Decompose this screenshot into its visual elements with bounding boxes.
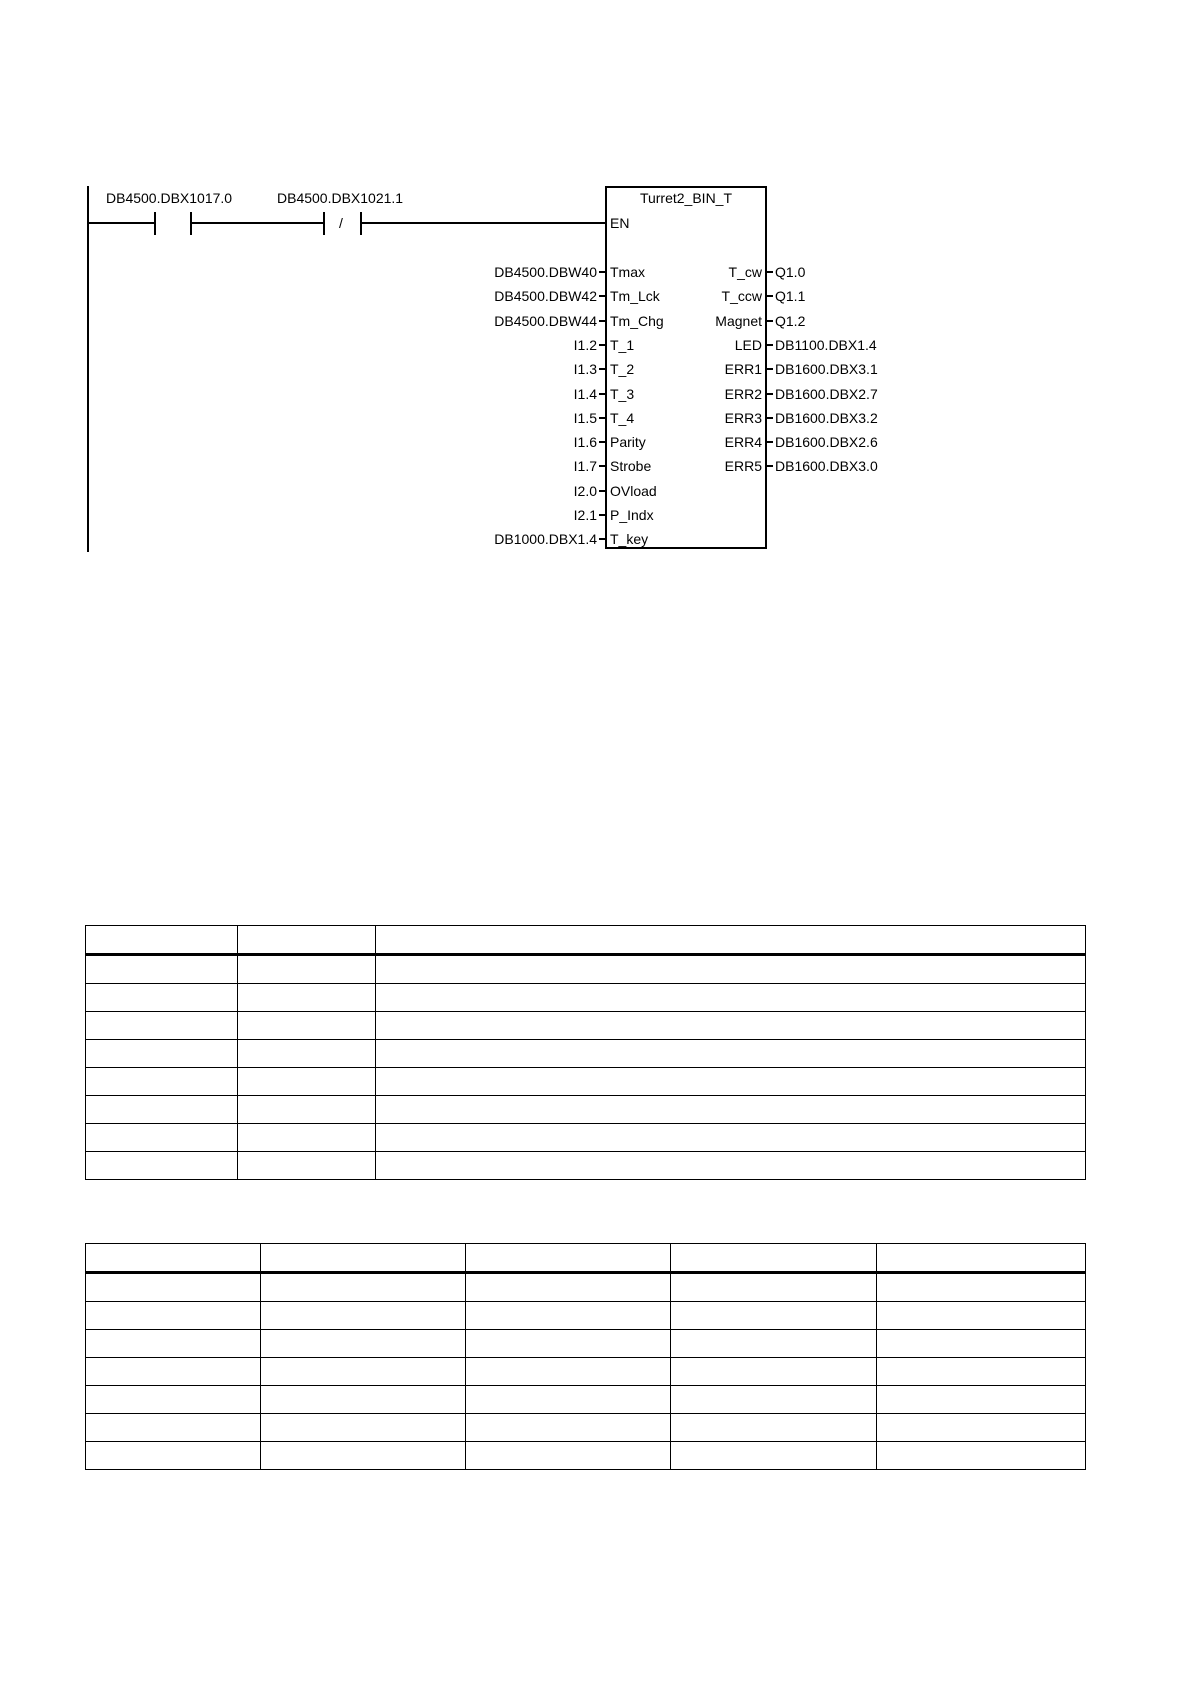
output-operand[interactable]: DB1600.DBX3.1: [775, 361, 878, 377]
table-cell: [376, 1068, 1086, 1096]
input-operand[interactable]: I2.0: [573, 483, 597, 499]
input-operand[interactable]: DB1000.DBX1.4: [494, 531, 597, 547]
table-cell: [376, 1040, 1086, 1068]
output-pin-label: ERR2: [724, 386, 762, 402]
table-header-row: [86, 1244, 1086, 1273]
table-cell: [466, 1414, 671, 1442]
table-cell: [86, 1386, 261, 1414]
output-pin-label: ERR3: [724, 410, 762, 426]
table-row: [86, 1124, 1086, 1152]
table-cell: [261, 1414, 466, 1442]
input-pin-label: T_1: [610, 337, 635, 353]
table-cell: [376, 926, 1086, 955]
table-cell: [86, 955, 238, 984]
ladder-diagram: [0, 0, 1191, 600]
table-2: [85, 1243, 1086, 1470]
output-pin-label: T_cw: [728, 264, 762, 280]
output-operand[interactable]: DB1600.DBX2.7: [775, 386, 878, 402]
table-row: [86, 1386, 1086, 1414]
table-cell: [238, 955, 376, 984]
table-cell: [86, 1273, 261, 1302]
table-cell: [376, 1124, 1086, 1152]
table-cell: [86, 1414, 261, 1442]
table-cell: [238, 984, 376, 1012]
table-cell: [877, 1442, 1086, 1470]
input-pin-label: T_3: [610, 386, 635, 402]
table-cell: [466, 1442, 671, 1470]
table-cell: [671, 1386, 877, 1414]
table-header-row: [86, 926, 1086, 955]
table-row: [86, 1152, 1086, 1180]
contact2-negation-symbol: /: [339, 215, 343, 231]
table-cell: [261, 1302, 466, 1330]
table-row: [86, 1012, 1086, 1040]
contact1-address: DB4500.DBX1017.0: [106, 190, 233, 206]
output-operand[interactable]: DB1600.DBX2.6: [775, 434, 878, 450]
table-cell: [86, 984, 238, 1012]
table-row: [86, 984, 1086, 1012]
table-cell: [671, 1358, 877, 1386]
input-pin-label: T_4: [610, 410, 635, 426]
table-cell: [877, 1386, 1086, 1414]
table-cell: [261, 1330, 466, 1358]
input-pin-label: Strobe: [610, 458, 652, 474]
output-operand[interactable]: DB1100.DBX1.4: [775, 337, 877, 353]
table-cell: [261, 1273, 466, 1302]
table-row: [86, 1273, 1086, 1302]
input-operand[interactable]: DB4500.DBW42: [494, 288, 597, 304]
table-cell: [86, 1096, 238, 1124]
table-row: [86, 1068, 1086, 1096]
table-cell: [877, 1358, 1086, 1386]
table-cell: [671, 1330, 877, 1358]
table-row: [86, 1040, 1086, 1068]
input-operand[interactable]: I1.4: [573, 386, 597, 402]
table-1: [85, 925, 1086, 1180]
table-cell: [86, 1442, 261, 1470]
block-title: Turret2_BIN_T: [639, 190, 733, 206]
table-cell: [261, 1386, 466, 1414]
table-row: [86, 955, 1086, 984]
table-row: [86, 1096, 1086, 1124]
table-cell: [877, 1414, 1086, 1442]
table-cell: [86, 1302, 261, 1330]
table-cell: [86, 1358, 261, 1386]
output-pin-label: T_ccw: [721, 288, 762, 304]
table-cell: [261, 1358, 466, 1386]
table-cell: [238, 926, 376, 955]
table-cell: [86, 1152, 238, 1180]
table-cell: [877, 1273, 1086, 1302]
en-pin-label: EN: [610, 215, 630, 231]
table-cell: [238, 1040, 376, 1068]
table-cell: [238, 1152, 376, 1180]
table-cell: [466, 1244, 671, 1273]
input-pin-label: Tm_Chg: [610, 313, 664, 329]
table-cell: [671, 1302, 877, 1330]
table-cell: [86, 1124, 238, 1152]
contact2-nc-contact[interactable]: [324, 212, 361, 235]
output-pin-label: Magnet: [715, 313, 762, 329]
output-pin-label: ERR4: [724, 434, 762, 450]
table-cell: [238, 1124, 376, 1152]
table-cell: [238, 1068, 376, 1096]
output-operand[interactable]: Q1.1: [775, 288, 806, 304]
table-cell: [877, 1330, 1086, 1358]
table-cell: [86, 1068, 238, 1096]
table-cell: [261, 1244, 466, 1273]
table-row: [86, 1358, 1086, 1386]
input-operand[interactable]: I1.5: [573, 410, 597, 426]
table-row: [86, 1442, 1086, 1470]
table-cell: [86, 1012, 238, 1040]
table-cell: [86, 1244, 261, 1273]
input-operand[interactable]: I1.6: [573, 434, 597, 450]
input-pin-label: T_2: [610, 361, 635, 377]
table-cell: [86, 1330, 261, 1358]
table-cell: [671, 1442, 877, 1470]
table-cell: [86, 926, 238, 955]
output-pin-label: ERR5: [724, 458, 762, 474]
input-pin-label: Tmax: [610, 264, 645, 280]
input-operand[interactable]: I2.1: [573, 507, 597, 523]
table-row: [86, 1414, 1086, 1442]
output-operand[interactable]: DB1600.DBX3.2: [775, 410, 878, 426]
output-pin-label: ERR1: [724, 361, 762, 377]
table-cell: [376, 984, 1086, 1012]
table-cell: [671, 1414, 877, 1442]
block-outputs: [715, 264, 878, 474]
table-cell: [466, 1386, 671, 1414]
output-operand[interactable]: Q1.2: [775, 313, 806, 329]
table-cell: [877, 1302, 1086, 1330]
table-cell: [86, 1040, 238, 1068]
table-cell: [671, 1244, 877, 1273]
table-cell: [466, 1302, 671, 1330]
contact1-no-contact[interactable]: [88, 212, 191, 235]
input-pin-label: P_Indx: [610, 507, 654, 523]
input-operand[interactable]: I1.7: [573, 458, 597, 474]
table-row: [86, 1302, 1086, 1330]
input-pin-label: Parity: [610, 434, 646, 450]
output-operand[interactable]: Q1.0: [775, 264, 806, 280]
table-cell: [238, 1012, 376, 1040]
input-pin-label: OVload: [610, 483, 657, 499]
table-cell: [261, 1442, 466, 1470]
table-cell: [466, 1358, 671, 1386]
table-cell: [877, 1244, 1086, 1273]
input-operand[interactable]: I1.2: [573, 337, 597, 353]
input-operand[interactable]: DB4500.DBW40: [494, 264, 597, 280]
input-pin-label: Tm_Lck: [610, 288, 660, 304]
table-cell: [466, 1273, 671, 1302]
contact2-address: DB4500.DBX1021.1: [277, 190, 404, 206]
input-pin-label: T_key: [610, 531, 649, 547]
table-row: [86, 1330, 1086, 1358]
input-operand[interactable]: I1.3: [573, 361, 597, 377]
table-cell: [376, 1096, 1086, 1124]
table-cell: [376, 1012, 1086, 1040]
table-cell: [238, 1096, 376, 1124]
table-cell: [376, 955, 1086, 984]
output-operand[interactable]: DB1600.DBX3.0: [775, 458, 878, 474]
table-cell: [466, 1330, 671, 1358]
table-cell: [376, 1152, 1086, 1180]
table-cell: [671, 1273, 877, 1302]
output-pin-label: LED: [734, 337, 762, 353]
input-operand[interactable]: DB4500.DBW44: [494, 313, 597, 329]
